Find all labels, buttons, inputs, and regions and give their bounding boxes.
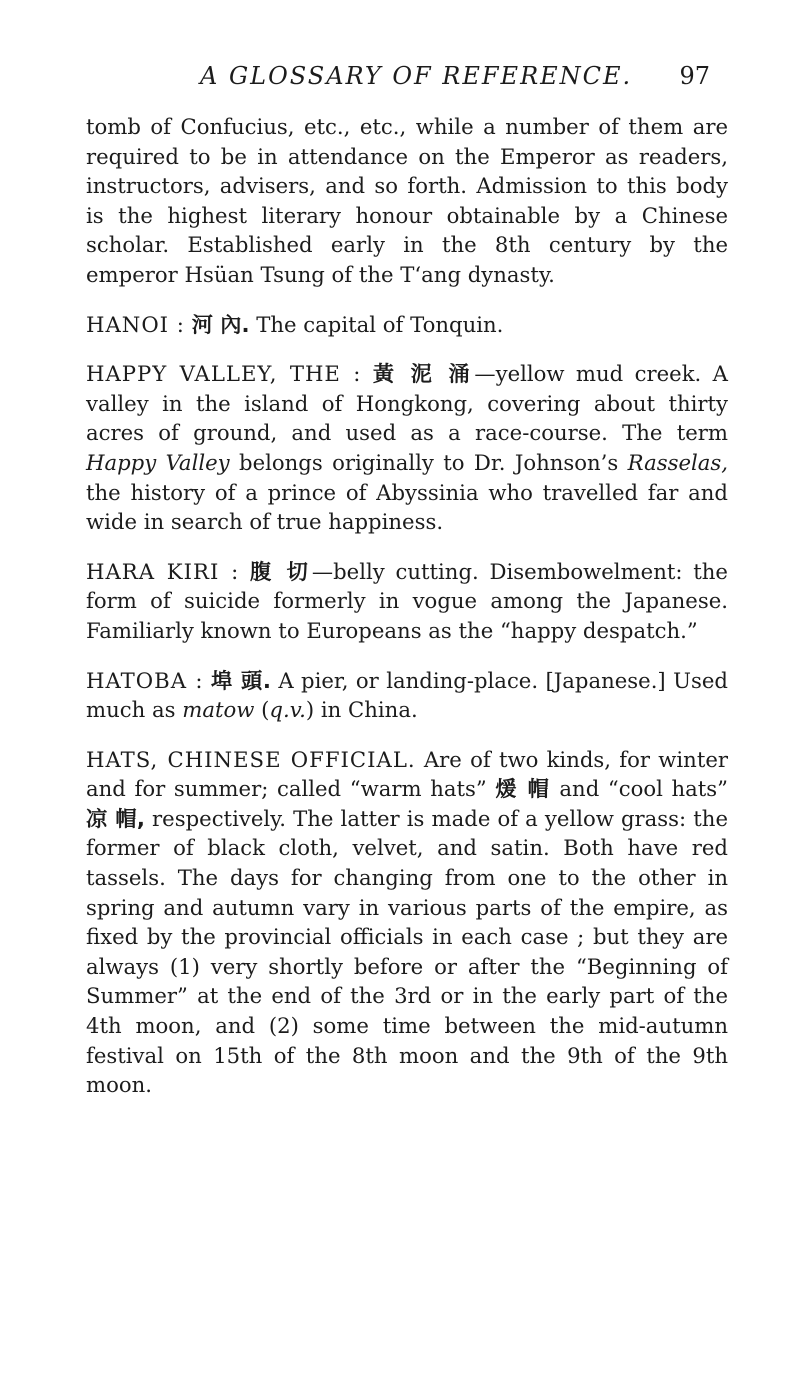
chinese-characters: 煖 帽 bbox=[495, 776, 551, 802]
entry-headword: HANOI : bbox=[86, 311, 185, 337]
entry-definition: —belly cutting. Disembowelment: the form of suicide formerly in vogue among the Japanese. Familiarly known to Europeans as the “happy despatch.” bbox=[86, 558, 728, 643]
entry-definition: respectively. The latter is made of a yellow grass: the former of black cloth, velvet, and satin. Both have red tassels. The days for changing from one to the other in spring and autumn vary in various parts of the empire, as fixed by the provincial officials in each case ; but they are always (1) very shortly before or after the “Beginning of Summer” at the end of the 3rd or in the early part of the 4th moon, and (2) some time between the mid-autumn festival on 15th of the 8th moon and the 9th of the 9th moon. bbox=[86, 805, 728, 1098]
chinese-characters: 埠 頭. bbox=[211, 667, 271, 693]
entry-headword: HATOBA : bbox=[86, 667, 204, 693]
entry-definition: the history of a prince of Abyssinia who travelled far and wide in search of true happiness. bbox=[86, 479, 728, 535]
glossary-body bbox=[86, 112, 728, 1100]
chinese-characters: 黃 泥 涌 bbox=[372, 361, 475, 387]
italic-reference: q.v. bbox=[269, 697, 306, 723]
italic-term: Happy Valley bbox=[86, 449, 230, 475]
entry-happy-valley bbox=[86, 359, 728, 537]
entry-hara-kiri bbox=[86, 557, 728, 646]
chinese-characters: 凉 帽, bbox=[86, 805, 145, 831]
entry-definition: —yellow mud creek. A valley in the island of Hongkong, covering about thirty acres of ground, and used as a race-course. The term bbox=[86, 361, 728, 446]
page-number: 97 bbox=[679, 62, 710, 90]
chinese-characters: 腹 切 bbox=[250, 558, 312, 584]
entry-headword: HAPPY VALLEY, THE : bbox=[86, 361, 362, 387]
entry-definition: A pier, or landing-place. [Japanese.] Used much as bbox=[86, 667, 728, 723]
entry-headword: HATS, CHINESE OFFICIAL. bbox=[86, 746, 416, 772]
entry-definition: Are of two kinds, for winter and for summer; called “warm hats” bbox=[86, 746, 728, 802]
continued-entry-text: tomb of Confucius, etc., etc., while a number of them are required to be in attendance on the Emperor as readers, instructors, advisers, and so forth. Admission to this body is the highest literary honour obtainable by a Chinese scholar. Established early in the 8th century by the emperor Hsüan Tsung of the T‘ang dynasty. bbox=[86, 114, 728, 287]
entry-headword: HARA KIRI : bbox=[86, 558, 240, 584]
running-title: A GLOSSARY OF REFERENCE. bbox=[200, 62, 633, 90]
entry-definition: The capital of Tonquin. bbox=[249, 311, 504, 337]
italic-title: Rasselas, bbox=[627, 449, 728, 475]
entry-definition: ( bbox=[254, 697, 270, 723]
entry-hanoi bbox=[86, 310, 728, 340]
entry-definition: ) in China. bbox=[305, 697, 418, 723]
italic-term: matow bbox=[182, 697, 255, 723]
entry-definition: belongs originally to Dr. Johnson’s bbox=[229, 449, 628, 475]
entry-hats-chinese-official bbox=[86, 745, 728, 1100]
page-header bbox=[200, 62, 710, 102]
entry-definition: and “cool hats” bbox=[550, 776, 728, 802]
chinese-characters: 河 內. bbox=[191, 311, 250, 337]
entry-hatoba bbox=[86, 666, 728, 725]
